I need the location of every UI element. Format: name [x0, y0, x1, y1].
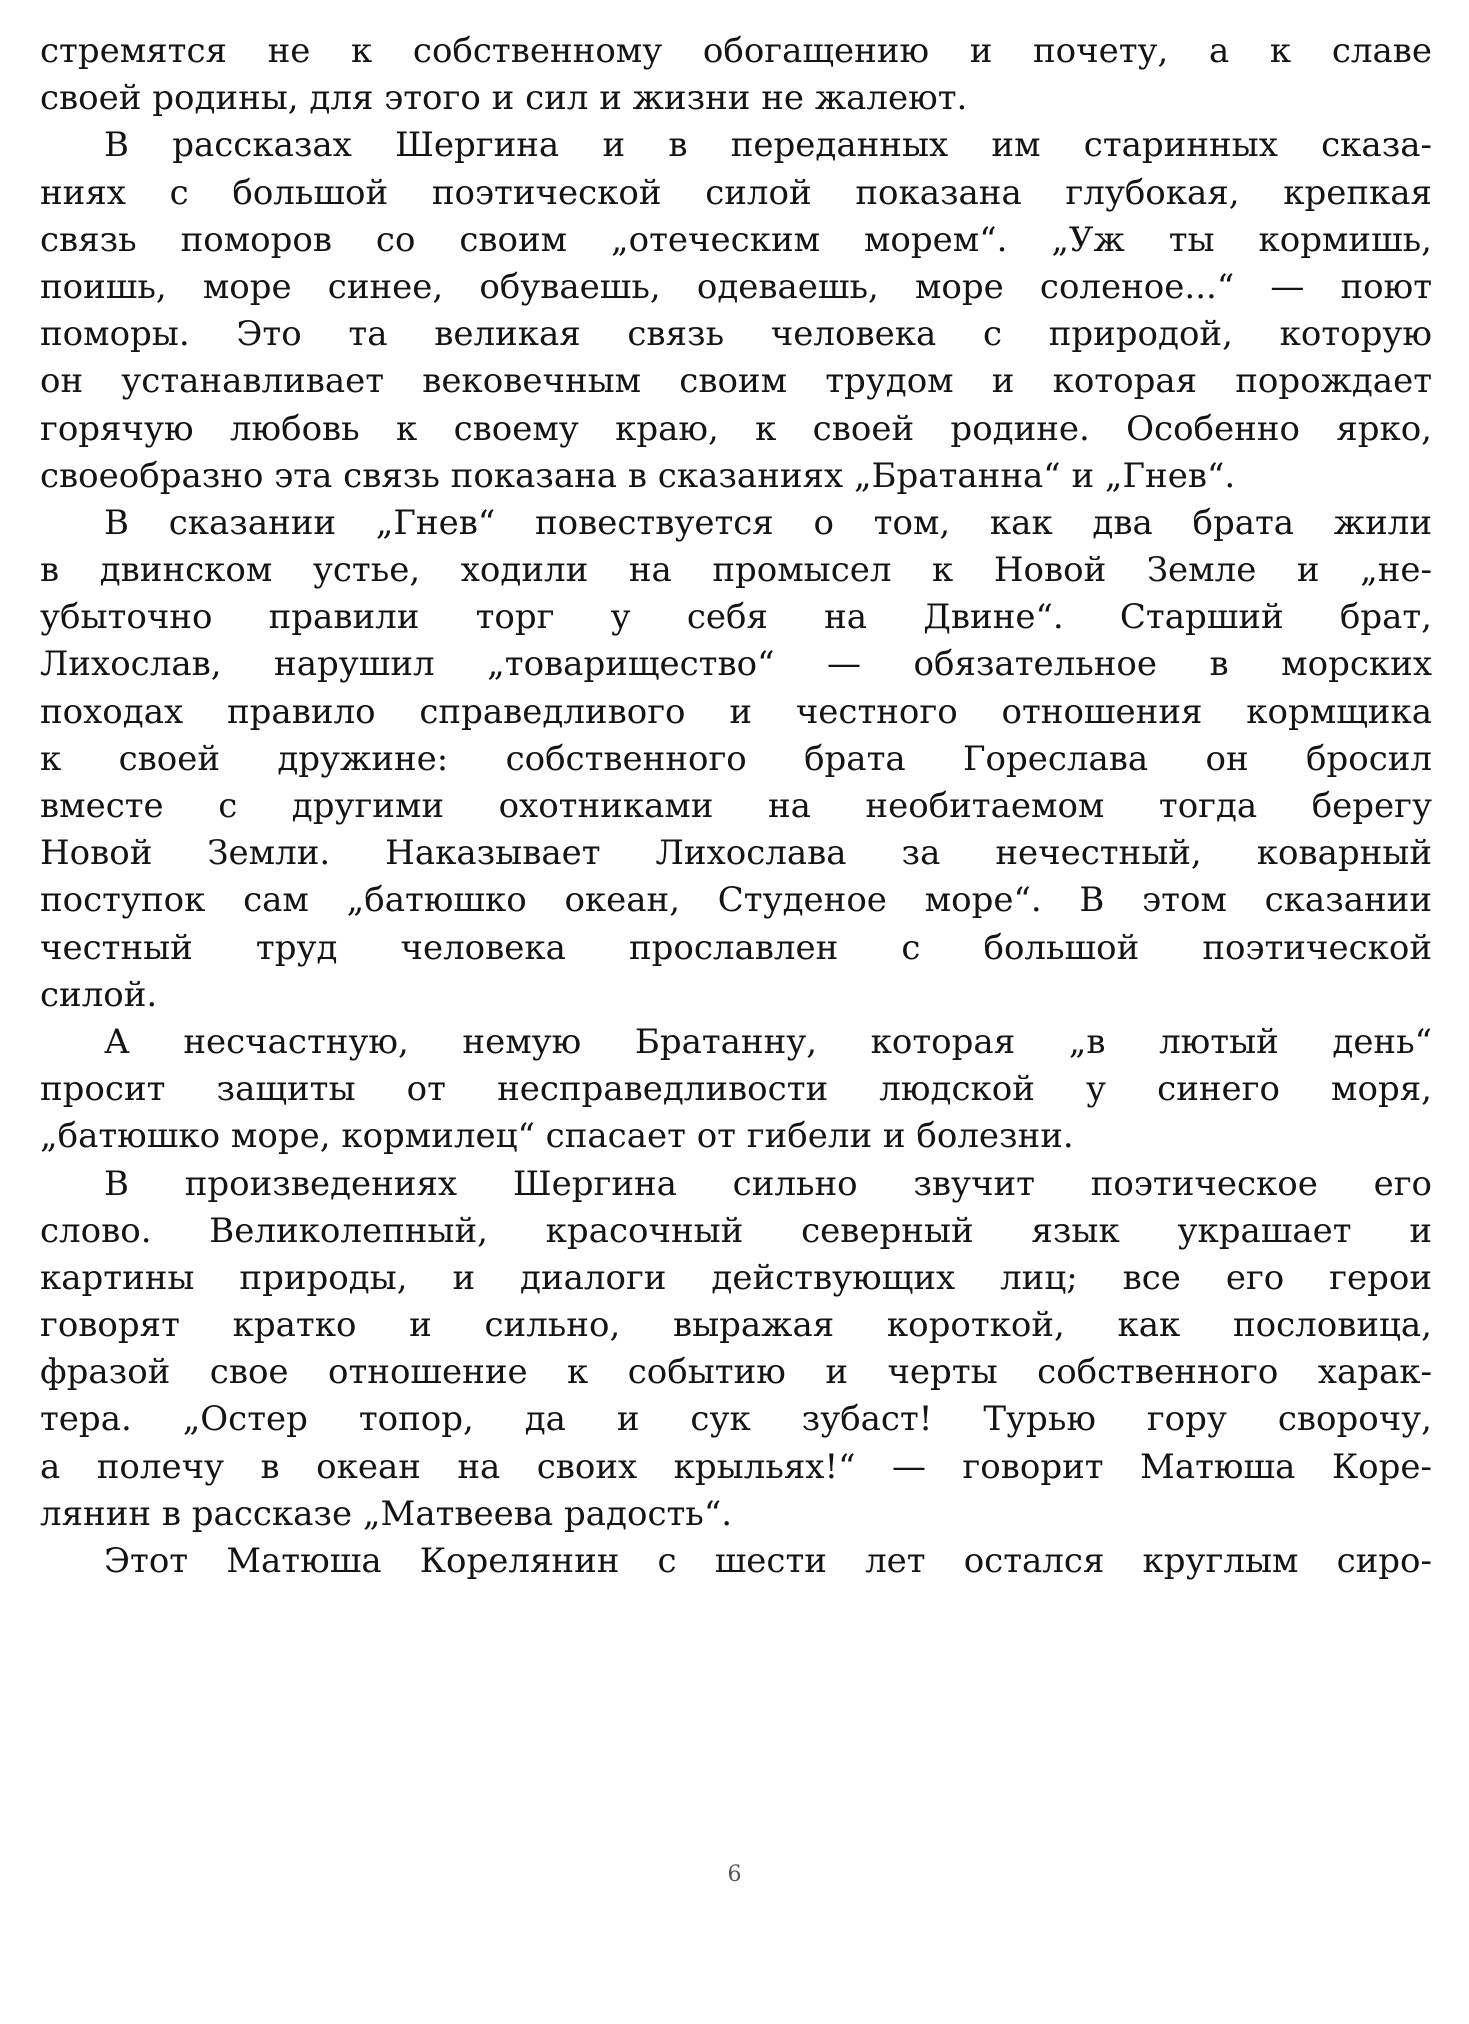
text-line: своей родины, для этого и сил и жизни не жалеют. — [40, 78, 968, 119]
paragraph-start-line: Этот Матюша Корелянин с шести лет остался круглым сиро- — [104, 1541, 1432, 1581]
text-line: поишь, море синее, обуваешь, одеваешь, море соленое...“ — поют — [40, 266, 1432, 307]
text-line: силой. — [40, 974, 158, 1015]
text-line: убыточно правили торг у себя на Двине“. Старший брат, — [40, 597, 1432, 638]
text-line: он устанавливает вековечным своим трудом и которая порождает — [40, 361, 1432, 402]
text-line: ниях с большой поэтической силой показана глубокая, крепкая — [40, 172, 1432, 213]
page-number: 6 — [727, 1862, 742, 1887]
text-line: слово. Великолепный, красочный северный язык украшает и — [40, 1210, 1432, 1251]
text-line: „батюшко море, кормилец“ спасает от гибели и болезни. — [40, 1116, 1074, 1157]
text-line: фразой свое отношение к событию и черты собственного харак- — [40, 1352, 1432, 1393]
text-line: вместе с другими охотниками на необитаемом тогда берегу — [40, 786, 1432, 826]
text-line: просит защиты от несправедливости людской у синего моря, — [40, 1069, 1432, 1110]
text-line: Лихослав, нарушил „товарищество“ — обязательное в морских — [40, 644, 1432, 685]
paragraph-start-line: А несчастную, немую Братанну, которая „в лютый день“ — [104, 1021, 1432, 1062]
text-line: Новой Земли. Наказывает Лихослава за нечестный, коварный — [40, 833, 1432, 874]
text-line: поступок сам „батюшко океан, Студеное море“. В этом сказании — [40, 880, 1432, 921]
text-line: говорят кратко и сильно, выражая короткой, как пословица, — [40, 1305, 1432, 1346]
text-line: а полечу в океан на своих крыльях!“ — говорит Матюша Коре- — [40, 1446, 1432, 1487]
text-line: в двинском устье, ходили на промысел к Новой Земле и „не- — [40, 550, 1432, 591]
text-line: тера. „Остер топор, да и сук зубаст! Турью гору сворочу, — [40, 1399, 1432, 1440]
text-line: походах правило справедливого и честного отношения кормщика — [40, 691, 1432, 732]
text-line: стремятся не к собственному обогащению и почету, а к славе — [40, 31, 1432, 71]
text-line: горячую любовь к своему краю, к своей родине. Особенно ярко, — [40, 408, 1432, 449]
body-text — [40, 28, 1432, 1585]
text-line: своеобразно эта связь показана в сказаниях „Братанна“ и „Гнев“. — [40, 455, 1236, 496]
text-line: лянин в рассказе „Матвеева радость“. — [40, 1493, 733, 1534]
paragraph-start-line: В произведениях Шергина сильно звучит поэтическое его — [104, 1163, 1432, 1204]
text-line: связь поморов со своим „отеческим морем“. „Уж ты кормишь, — [40, 219, 1432, 260]
paragraph-start-line: В сказании „Гнев“ повествуется о том, как два брата жили — [104, 502, 1432, 543]
text-line: картины природы, и диалоги действующих лиц; все его герои — [40, 1257, 1432, 1298]
text-line: поморы. Это та великая связь человека с природой, которую — [40, 314, 1432, 355]
text-line: к своей дружине: собственного брата Горeслава он бросил — [40, 738, 1432, 779]
text-line: честный труд человека прославлен с большой поэтической — [40, 927, 1432, 968]
paragraph-start-line: В рассказах Шергина и в переданных им старинных сказа- — [104, 125, 1432, 166]
